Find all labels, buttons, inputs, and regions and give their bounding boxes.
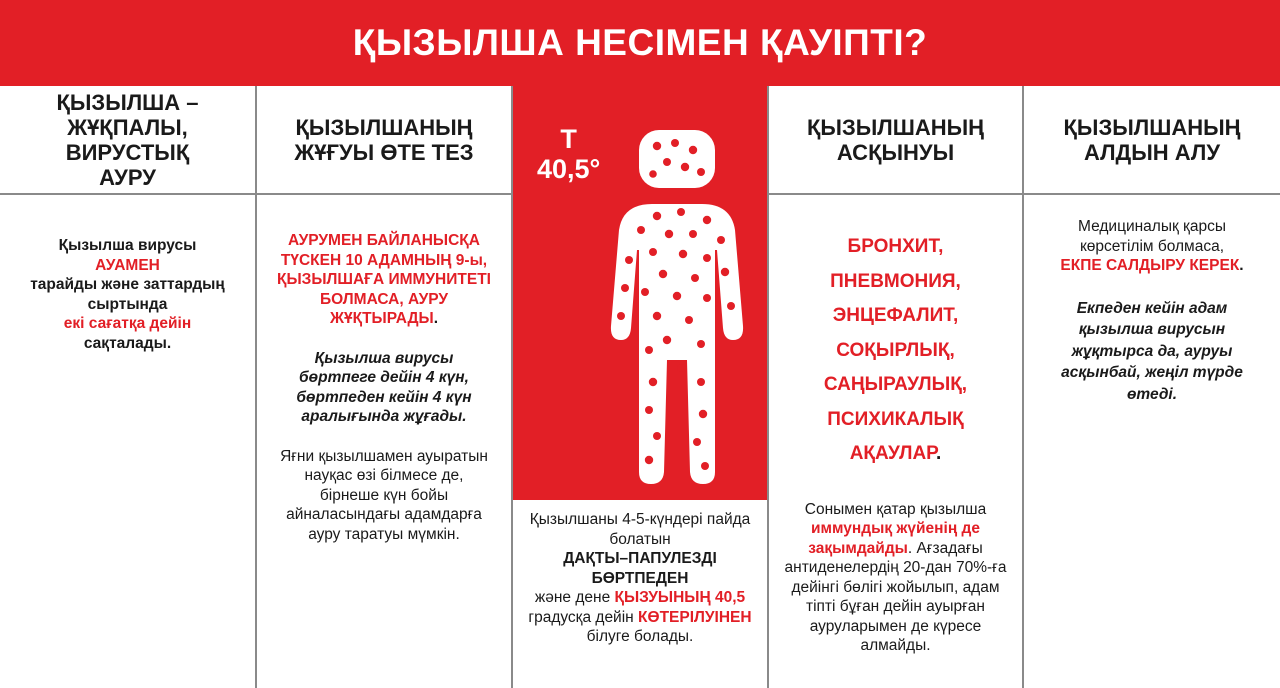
column-heading <box>769 86 1022 195</box>
temperature-value: 40,5° <box>537 154 601 184</box>
highlight-text: ҚЫЗУЫНЫҢ 40,5 <box>614 589 746 606</box>
temperature-label <box>537 124 600 184</box>
text-line: . <box>1239 257 1244 274</box>
text-line: Қызылша вирусы <box>58 237 197 254</box>
highlight-text: КӨТЕРІЛУІНЕН <box>638 608 752 626</box>
text-line: тарайды және заттардың сыртында <box>30 276 225 313</box>
text-line: және дене <box>534 589 611 606</box>
symptom-illustration-panel <box>513 86 767 500</box>
temperature-letter: Т <box>560 124 577 154</box>
heading-text: ҚЫЗЫЛШАНЫҢ АЛДЫН АЛУ <box>1063 114 1241 165</box>
page-title: ҚЫЗЫЛША НЕСІМЕН ҚАУІПТІ? <box>352 22 928 63</box>
list-item: САҢЫРАУЛЫҚ, <box>823 374 968 395</box>
list-item: ЭНЦЕФАЛИТ, <box>832 305 959 326</box>
column-symptoms <box>513 86 769 688</box>
text-line: . <box>433 310 438 327</box>
list-item: СОҚЫРЛЫҚ, <box>836 339 955 361</box>
column-heading <box>1024 86 1280 195</box>
info-grid <box>0 86 1280 688</box>
heading-text: ҚЫЗЫЛШАНЫҢ АСҚЫНУЫ <box>806 114 985 165</box>
list-item: БРОНХИТ, <box>847 236 944 257</box>
column-heading <box>0 86 255 195</box>
text-line: Қызылшаны 4-5-күндері пайда болатын <box>529 511 751 548</box>
italic-note: Екпеден кейін адам қызылша вирусын жұқтырса да, ауруы асқынбай, жеңіл түрде өтеді. <box>1061 299 1243 403</box>
text-line: . <box>936 443 942 464</box>
column-text <box>0 195 255 353</box>
column-text <box>1024 195 1280 405</box>
italic-note: Қызылша вирусы бөртпеге дейін 4 күн, бөртпеден кейін 4 күн аралығында жұғады. <box>296 349 472 425</box>
list-item: АҚАУЛАР <box>849 443 936 464</box>
highlight-text: АУАМЕН <box>95 256 160 274</box>
column-text <box>769 195 1022 656</box>
complications-list <box>783 230 1008 472</box>
highlight-text: екі сағатқа дейін <box>63 315 192 332</box>
text-line: Сонымен қатар қызылша <box>804 500 987 518</box>
text-paragraph <box>783 500 1008 656</box>
text-line: білуге болады. <box>586 628 694 645</box>
list-item: ПСИХИКАЛЫҚ <box>827 408 964 430</box>
column-text <box>257 195 511 544</box>
column-disease <box>0 86 257 688</box>
column-text <box>513 510 767 647</box>
column-prevention <box>1024 86 1280 688</box>
text-line: градусқа дейін <box>528 608 634 626</box>
column-transmission <box>257 86 513 688</box>
highlight-text: иммундық жүйенің де зақымдайды <box>808 520 980 557</box>
text-paragraph: Яғни қызылшамен ауыратын науқас өзі білмесе де, бірнеше күн бойы айналасындағы адамдарға ауру таратуы мүмкін. <box>280 447 488 543</box>
text-line: сақталады. <box>83 334 172 352</box>
list-item: ПНЕВМОНИЯ, <box>830 270 961 292</box>
column-complications <box>769 86 1024 688</box>
title-banner <box>0 0 1280 86</box>
highlight-text: ЕКПЕ САЛДЫРУ КЕРЕК <box>1060 257 1240 274</box>
person-with-rash-icon <box>597 130 757 490</box>
column-heading <box>257 86 511 195</box>
highlight-text: АУРУМЕН БАЙЛАНЫСҚА ТҮСКЕН 10 АДАМНЫҢ 9-ы, ҚЫЗЫЛШАҒА ИММУНИТЕТІ БОЛМАСА, АУРУ ЖҰҚТЫРАДЫ <box>277 232 491 327</box>
heading-text: ҚЫЗЫЛША – ЖҰҚПАЛЫ, ВИРУСТЫҚ АУРУ <box>56 89 199 190</box>
text-line: Медициналық қарсы көрсетілім болмаса, <box>1078 218 1226 255</box>
heading-text: ҚЫЗЫЛШАНЫҢ ЖҰҒУЫ ӨТЕ ТЕЗ <box>294 114 474 165</box>
text-line: ДАҚТЫ–ПАПУЛЕЗДІ БӨРТПЕДЕН <box>563 550 717 587</box>
text-line: . Ағзадағы антиденелердің 20-дан 70%-ға дейінгі бөлігі жойылып, адам тіпті бұған дейін ауырған ауруларымен де күресе алмайды. <box>784 539 1007 654</box>
